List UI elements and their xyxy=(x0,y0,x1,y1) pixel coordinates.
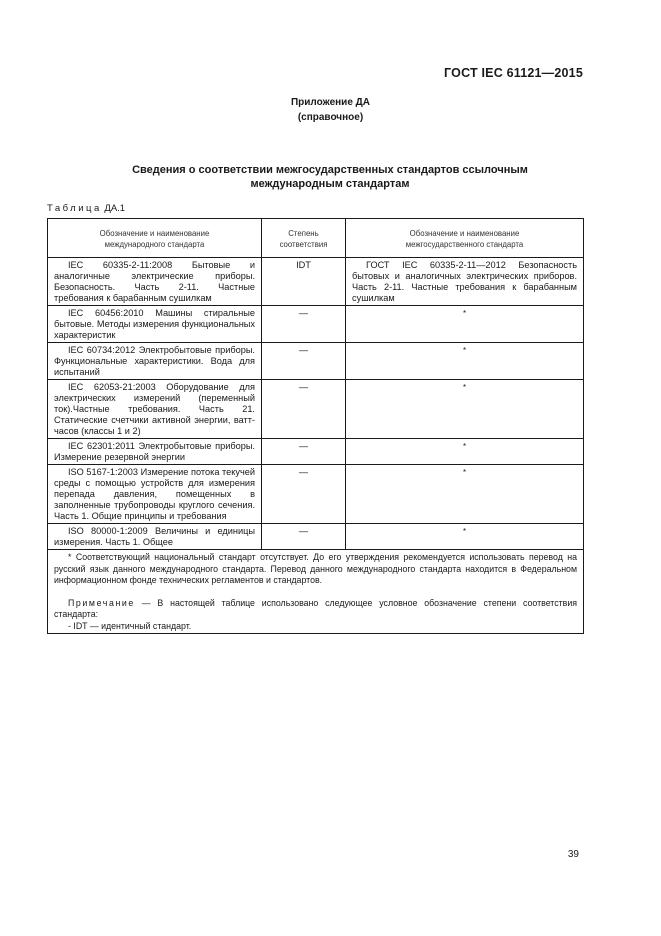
header-intl xyxy=(48,219,262,258)
intl-standard-cell: IEC 62053-21:2003 Оборудование для электрических измерений (переменный ток).Частные требования. Часть 21. Статические счетчики активной энергии, ватт-часов (классы 1 и 2) xyxy=(48,380,262,439)
header-national-line2: межгосударственного стандарта xyxy=(405,239,524,249)
header-national xyxy=(346,219,584,258)
national-standard-cell: * xyxy=(346,465,584,524)
header-degree-line1: Степень xyxy=(288,228,319,238)
table-notes-row xyxy=(48,550,584,634)
header-national-line1: Обозначение и наименование xyxy=(409,228,520,238)
national-standard-cell: * xyxy=(346,343,584,380)
national-standard-cell: * xyxy=(346,439,584,465)
table-caption xyxy=(47,203,125,214)
page-number: 39 xyxy=(567,849,579,860)
section-heading-line1: Сведения о соответствии межгосударственных стандартов ссылочным xyxy=(132,164,528,176)
national-standard-cell: ГОСТ IEC 60335-2-11—2012 Безопасность бытовых и аналогичных электрических приборов. Часть 2-11. Частные требования к барабанным сушилкам xyxy=(346,258,584,306)
table-row xyxy=(48,465,584,524)
table-row xyxy=(48,258,584,306)
table-notes-cell xyxy=(48,550,584,634)
table-row xyxy=(48,439,584,465)
intl-standard-cell: IEC 60734:2012 Электробытовые приборы. Функциональные характеристики. Вода для испытаний xyxy=(48,343,262,380)
intl-standard-cell: IEC 60456:2010 Машины стиральные бытовые. Методы измерения функциональных характеристик xyxy=(48,306,262,343)
note-text: — В настоящей таблице использовано следующее условное обозначение степени соответствия стандарта: xyxy=(54,597,578,619)
footnote: * Соответствующий национальный стандарт отсутствует. До его утверждения рекомендуется использовать перевод на русский язык данного международного стандарта. Перевод данного международного стандарта находится в Федеральном информационном фонде технических регламентов и стандартов. xyxy=(54,552,577,585)
intl-standard-cell: IEC 60335-2-11:2008 Бытовые и аналогичные электрические приборы. Безопасность. Часть 2-11. Частные требования к барабанным сушилкам xyxy=(48,258,262,306)
intl-standard-cell: ISO 5167-1:2003 Измерение потока текучей среды с помощью устройств для измерения перепада давления, помещенных в заполненные трубопроводы круглого сечения. Часть 1. Общие принципы и требования xyxy=(48,465,262,524)
document-code: ГОСТ IEC 61121—2015 xyxy=(444,66,583,80)
table-caption-prefix: Таблица xyxy=(47,203,102,214)
intl-standard-cell: IEC 62301:2011 Электробытовые приборы. Измерение резервной энергии xyxy=(48,439,262,465)
table-header-row xyxy=(48,219,584,258)
national-standard-cell: * xyxy=(346,306,584,343)
section-heading xyxy=(60,163,600,191)
correspondence-table xyxy=(47,218,584,634)
note xyxy=(54,598,577,621)
table-row xyxy=(48,343,584,380)
header-intl-line1: Обозначение и наименование xyxy=(99,228,210,238)
degree-cell: — xyxy=(262,524,346,550)
note-item: - IDT — идентичный стандарт. xyxy=(68,620,192,631)
national-standard-cell: * xyxy=(346,380,584,439)
degree-cell: — xyxy=(262,380,346,439)
table-caption-number: ДА.1 xyxy=(104,203,126,214)
note-label: Примечание xyxy=(68,597,135,608)
degree-cell: IDT xyxy=(262,258,346,306)
national-standard-cell: * xyxy=(346,524,584,550)
degree-cell: — xyxy=(262,343,346,380)
appendix-subtitle: (справочное) xyxy=(297,112,364,123)
appendix-title: Приложение ДА xyxy=(290,97,371,108)
intl-standard-cell: ISO 80000-1:2009 Величины и единицы измерения. Часть 1. Общее xyxy=(48,524,262,550)
degree-cell: — xyxy=(262,465,346,524)
degree-cell: — xyxy=(262,306,346,343)
header-intl-line2: международного стандарта xyxy=(104,239,205,249)
section-heading-line2: международным стандартам xyxy=(250,178,410,190)
header-degree-line2: соответствия xyxy=(279,239,328,249)
table-row xyxy=(48,380,584,439)
table-row xyxy=(48,306,584,343)
degree-cell: — xyxy=(262,439,346,465)
table-row xyxy=(48,524,584,550)
header-degree xyxy=(262,219,346,258)
